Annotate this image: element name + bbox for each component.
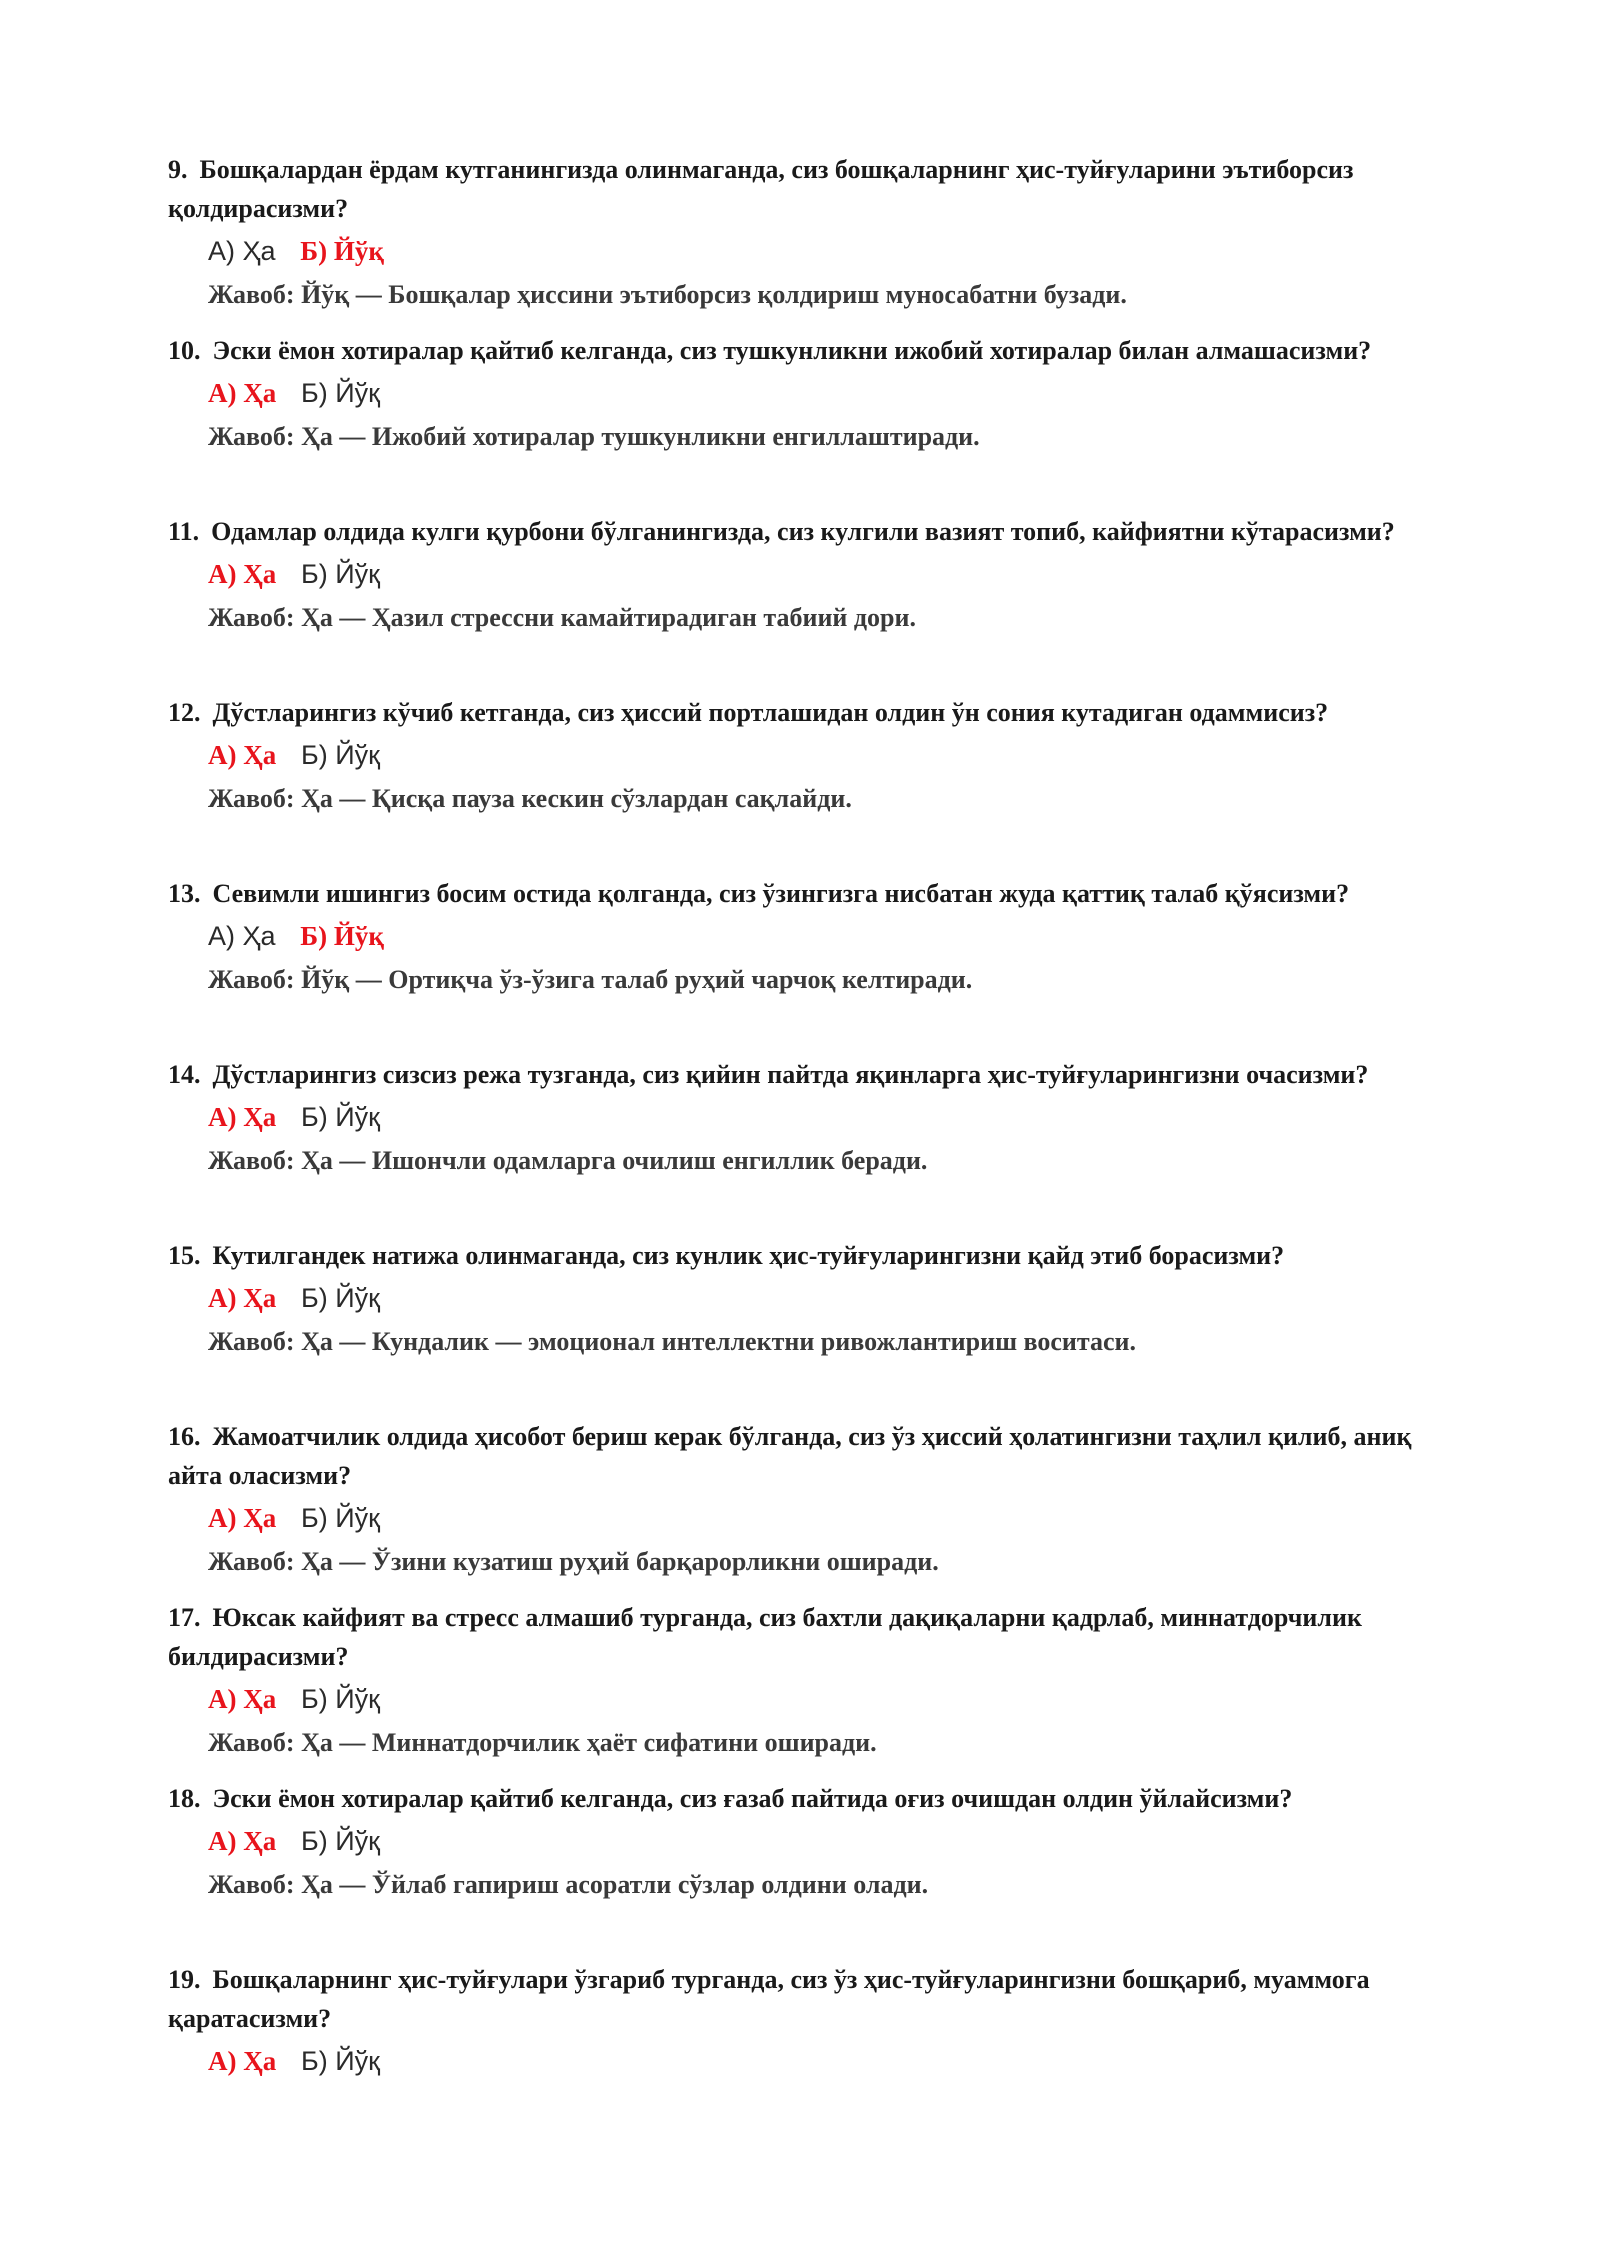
answer-explanation: Жавоб: Ҳа — Қисқа пауза кескин сўзлардан сақлайди. [208, 784, 852, 813]
option-a-correct: А) Ҳа [208, 1283, 277, 1313]
option-a: А) Ҳа [208, 921, 276, 951]
question-item [168, 150, 1438, 314]
question-text: 11. Одамлар олдида кулги қурбони бўлганингизда, сиз кулгили вазият топиб, кайфиятни кўтарасизми? [168, 517, 1395, 546]
answer-options [208, 2042, 1438, 2080]
question-item [168, 1598, 1438, 1762]
question-text: 16. Жамоатчилик олдида ҳисобот бериш керак бўлганда, сиз ўз ҳиссий ҳолатингизни таҳлил қилиб, аниқ айта оласизми? [168, 1422, 1412, 1490]
option-b: Б) Йўқ [301, 1102, 380, 1132]
option-a-correct: А) Ҳа [208, 1503, 277, 1533]
answer-options [208, 232, 1438, 270]
option-b: Б) Йўқ [301, 1684, 380, 1714]
option-b: Б) Йўқ [301, 1283, 380, 1313]
answer-explanation: Жавоб: Ҳа — Ишончли одамларга очилиш енгиллик беради. [208, 1146, 928, 1175]
option-a-correct: А) Ҳа [208, 1102, 277, 1132]
option-a-correct: А) Ҳа [208, 1826, 277, 1856]
question-item [168, 1236, 1438, 1361]
answer-options [208, 1822, 1438, 1860]
answer-options [208, 374, 1438, 412]
option-a-correct: А) Ҳа [208, 378, 277, 408]
question-item [168, 512, 1438, 637]
question-text: 19. Бошқаларнинг ҳис-туйғулари ўзгариб турганда, сиз ўз ҳис-туйғуларингизни бошқариб, муаммога қаратасизми? [168, 1965, 1370, 2033]
question-text: 13. Севимли ишингиз босим остида қолганда, сиз ўзингизга нисбатан жуда қаттиқ талаб қўясизми? [168, 879, 1350, 908]
option-b-correct: Б) Йўқ [300, 236, 384, 266]
answer-explanation: Жавоб: Ҳа — Ижобий хотиралар тушкунликни енгиллаштиради. [208, 422, 980, 451]
answer-options [208, 917, 1438, 955]
option-b: Б) Йўқ [301, 1826, 380, 1856]
answer-explanation: Жавоб: Ҳа — Ўзини кузатиш руҳий барқарорликни оширади. [208, 1547, 939, 1576]
answer-explanation: Жавоб: Ҳа — Кундалик — эмоционал интеллектни ривожлантириш воситаси. [208, 1327, 1137, 1356]
option-a-correct: А) Ҳа [208, 559, 277, 589]
answer-options [208, 1680, 1438, 1718]
option-b: Б) Йўқ [301, 559, 380, 589]
answer-options [208, 736, 1438, 774]
question-text: 17. Юксак кайфият ва стресс алмашиб турганда, сиз бахтли дақиқаларни қадрлаб, миннатдорчилик билдирасизми? [168, 1603, 1362, 1671]
question-item [168, 1055, 1438, 1180]
answer-options [208, 1499, 1438, 1537]
question-item [168, 693, 1438, 818]
question-text: 18. Эски ёмон хотиралар қайтиб келганда, сиз ғазаб пайтида оғиз очишдан олдин ўйлайсизми? [168, 1784, 1293, 1813]
option-a-correct: А) Ҳа [208, 2046, 277, 2076]
answer-explanation: Жавоб: Йўқ — Ортиқча ўз-ўзига талаб руҳий чарчоқ келтиради. [208, 965, 973, 994]
answer-explanation: Жавоб: Ҳа — Ўйлаб гапириш асоратли сўзлар олдини олади. [208, 1870, 929, 1899]
option-b: Б) Йўқ [301, 378, 380, 408]
question-text: 14. Дўстларингиз сизсиз режа тузганда, сиз қийин пайтда яқинларга ҳис-туйғуларингизни очасизми? [168, 1060, 1369, 1089]
option-b: Б) Йўқ [301, 1503, 380, 1533]
option-b: Б) Йўқ [301, 740, 380, 770]
option-b-correct: Б) Йўқ [300, 921, 384, 951]
question-item [168, 874, 1438, 999]
answer-options [208, 1279, 1438, 1317]
question-item [168, 1779, 1438, 1904]
question-text: 15. Кутилгандек натижа олинмаганда, сиз кунлик ҳис-туйғуларингизни қайд этиб борасизми? [168, 1241, 1285, 1270]
answer-explanation: Жавоб: Ҳа — Миннатдорчилик ҳаёт сифатини оширади. [208, 1728, 877, 1757]
answer-explanation: Жавоб: Ҳа — Ҳазил стрессни камайтирадиган табиий дори. [208, 603, 916, 632]
option-a-correct: А) Ҳа [208, 740, 277, 770]
option-b: Б) Йўқ [301, 2046, 380, 2076]
option-a: А) Ҳа [208, 236, 276, 266]
answer-explanation: Жавоб: Йўқ — Бошқалар ҳиссини эътиборсиз қолдириш муносабатни бузади. [208, 280, 1127, 309]
question-text: 9. Бошқалардан ёрдам кутганингизда олинмаганда, сиз бошқаларнинг ҳис-туйғуларини эътиборсиз қолдирасизми? [168, 155, 1354, 223]
option-a-correct: А) Ҳа [208, 1684, 277, 1714]
question-text: 12. Дўстларингиз кўчиб кетганда, сиз ҳиссий портлашидан олдин ўн сония кутадиган одаммисиз? [168, 698, 1329, 727]
question-item [168, 1960, 1438, 2080]
answer-options [208, 555, 1438, 593]
answer-options [208, 1098, 1438, 1136]
question-item [168, 331, 1438, 456]
question-item [168, 1417, 1438, 1581]
question-text: 10. Эски ёмон хотиралар қайтиб келганда, сиз тушкунликни ижобий хотиралар билан алмашасизми? [168, 336, 1372, 365]
